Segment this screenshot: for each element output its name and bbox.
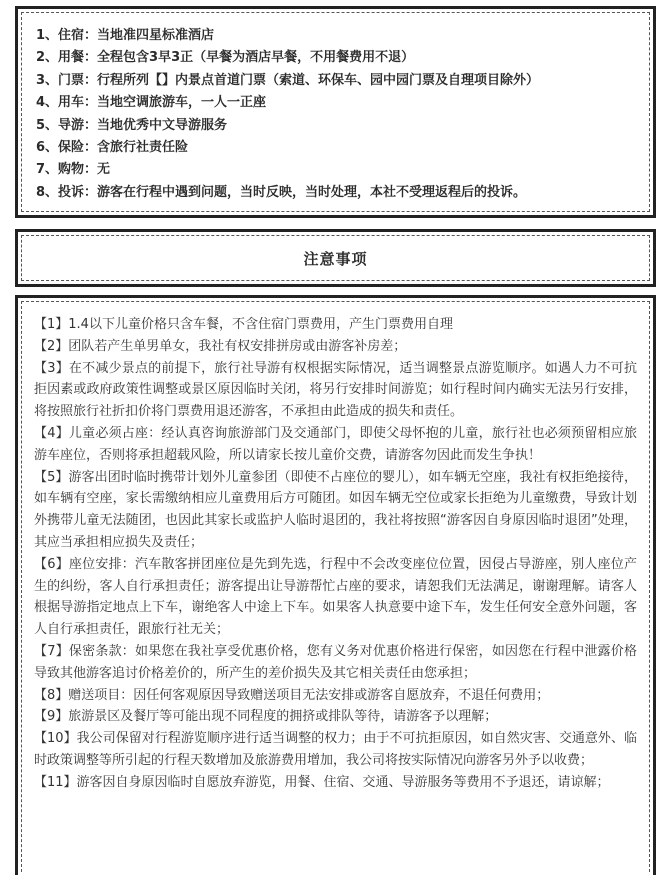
note-item-single-room: 【2】团队若产生单男单女，我社有权安排拼房或由游客补房差； <box>34 338 407 354</box>
service-item-guide: 5、导游：当地优秀中文导游服务 <box>36 117 228 133</box>
notes-list <box>22 302 649 794</box>
service-item-meals: 2、用餐：全程包含3早3正（早餐为酒店早餐，不用餐费用不退） <box>36 50 415 66</box>
service-item-insurance: 6、保险：含旅行社责任险 <box>36 140 189 156</box>
note-item-child-price: 【1】1.4以下儿童价格只含车餐，不含住宿门票费用，产生门票费用自理 <box>34 317 453 332</box>
note-item-itinerary-order: 【3】在不减少景点的前提下，旅行社导游有权根据实际情况，适当调整景点游览顺序。如遇人力不可抗拒因素或政府政策性调整或景区原因临时关闭，将另行安排时间游览；如行程时间内确实无法另行安排，将按照旅行社折扣价将门票费用退还游客，不承担由此造成的损失和责任。 <box>34 360 637 420</box>
notice-heading-frame <box>21 235 650 281</box>
service-item-tickets: 3、门票：行程所列【】内景点首道门票（索道、环保车、园中园门票及自理项目除外） <box>36 72 540 88</box>
service-item-complaints: 8、投诉：游客在行程中遇到问题，当时反映，当时处理，本社不受理返程后的投诉。 <box>36 184 527 200</box>
notes-frame <box>21 301 650 872</box>
notes-box <box>15 295 656 875</box>
note-item-confidentiality: 【7】保密条款：如果您在我社享受优惠价格，您有义务对优惠价格进行保密，如因您在行程中泄露价格导致其他游客追讨价格差价的，所产生的差价损失及其它相关责任由您承担； <box>34 643 637 681</box>
note-item-child-seat: 【4】儿童必须占座：经认真咨询旅游部门及交通部门，即使父母怀抱的儿童，旅行社也必须预留相应旅游车座位，否则将承担超载风险，所以请家长按儿童价交费，请游客勿因此而发生争执！ <box>34 425 637 463</box>
service-item-shopping: 7、购物：无 <box>36 162 111 178</box>
service-item-vehicle: 4、用车：当地空调旅游车，一人一正座 <box>36 95 267 111</box>
note-item-seating: 【6】座位安排：汽车散客拼团座位是先到先选，行程中不会改变座位位置，因侵占导游座，别人座位产生的纠纷，客人自行承担责任；游客提出让导游帮忙占座的要求，请恕我们无法满足，谢谢理解。请客人根据导游指定地点上下车，谢绝客人中途上下车。如果客人执意要中途下车，发生任何安全意外问题，客人自行承担责任，跟旅行社无关； <box>34 556 637 638</box>
note-item-adjustment-rights: 【10】我公司保留对行程游览顺序进行适当调整的权力；由于不可抗拒原因，如自然灾害、交通意外、临时政策调整等所引起的行程天数增加及旅游费用增加，我公司将按实际情况向游客另外予以收费； <box>34 731 637 768</box>
note-item-crowding: 【9】旅游景区及餐厅等可能出现不同程度的拥挤或排队等待，请游客予以理解； <box>34 709 498 725</box>
note-item-extra-children: 【5】游客出团时临时携带计划外儿童参团（即使不占座位的婴儿），如车辆无空座，我社有权拒绝接待，如车辆有空座，家长需缴纳相应儿童费用后方可随团。如因车辆无空位或家长拒绝为儿童缴费，导致计划外携带儿童无法随团，也因此其家长或监护人临时退团的，我社将按照“游客因自身原因临时退团”处理，其应当承担相应损失及责任； <box>34 469 637 550</box>
service-item-lodging: 1、住宿：当地准四星标准酒店 <box>36 28 215 43</box>
note-item-complimentary: 【8】赠送项目：因任何客观原因导致赠送项目无法安排或游客自愿放弃，不退任何费用； <box>34 687 550 703</box>
included-services-box <box>15 6 656 218</box>
notice-heading-box <box>15 229 656 287</box>
note-item-voluntary-skip: 【11】游客因自身原因临时自愿放弃游览，用餐、住宿、交通、导游服务等费用不予退还，请谅解； <box>34 774 610 790</box>
notice-heading: 注意事项 <box>303 249 368 268</box>
included-services-list <box>22 13 649 204</box>
included-services-frame <box>21 12 650 212</box>
